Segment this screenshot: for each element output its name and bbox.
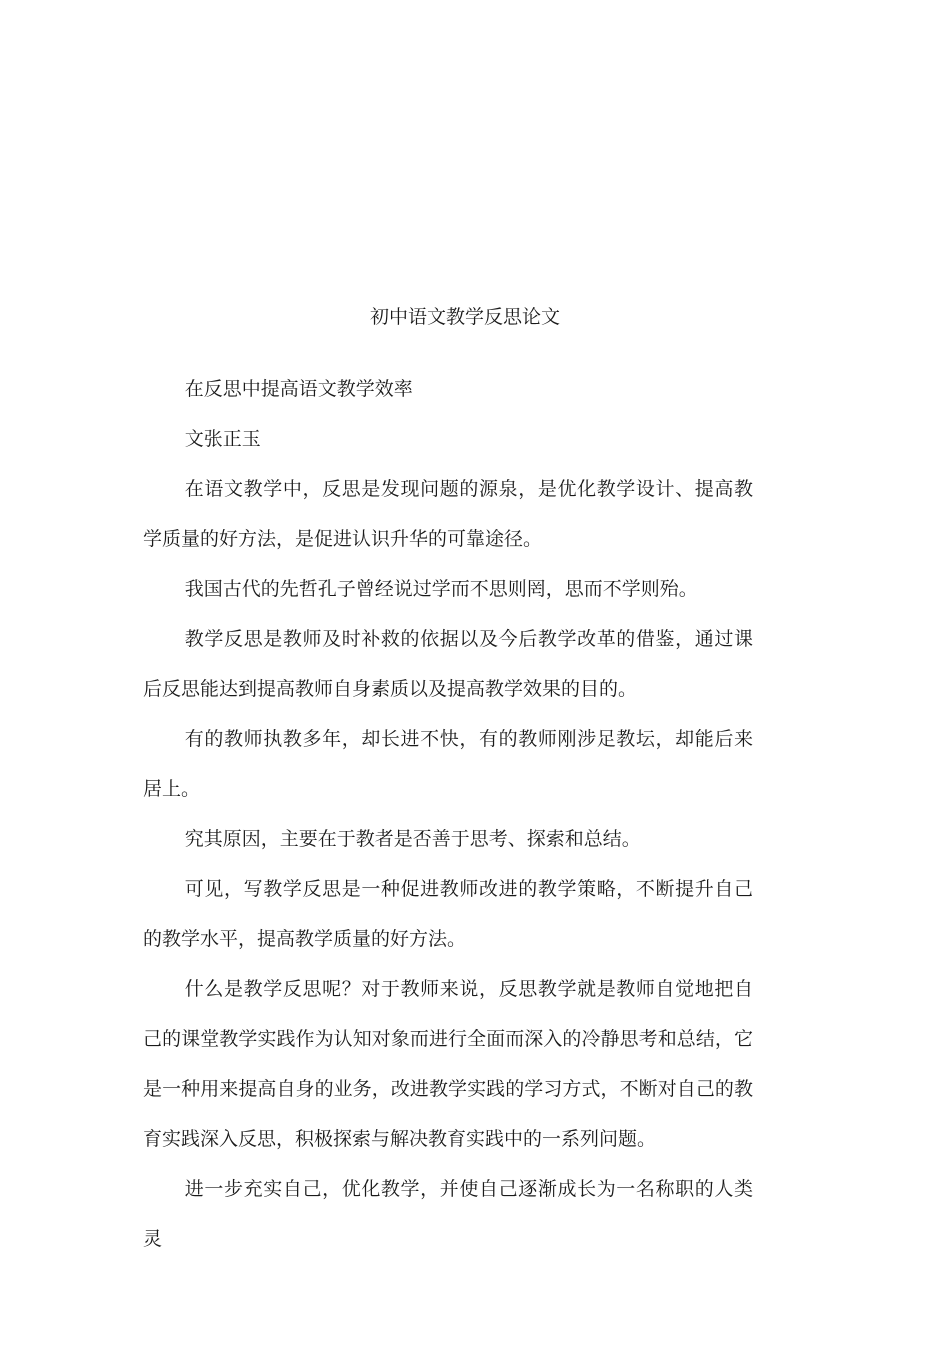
paragraph: 在语文教学中，反思是发现问题的源泉，是优化教学设计、提高教学质量的好方法，是促进认识升华的可靠途径。 [143, 478, 753, 550]
document-title: 初中语文教学反思论文 [369, 306, 560, 328]
paragraph: 进一步充实自己，优化教学，并使自己逐渐成长为一名称职的人类灵 [143, 1178, 753, 1250]
document-body [143, 364, 753, 1264]
paragraph: 教学反思是教师及时补救的依据以及今后教学改革的借鉴，通过课后反思能达到提高教师自身素质以及提高教学效果的目的。 [143, 628, 753, 700]
paragraph: 有的教师执教多年，却长进不快，有的教师刚涉足教坛，却能后来居上。 [143, 728, 753, 800]
paragraph: 可见，写教学反思是一种促进教师改进的教学策略，不断提升自己的教学水平，提高教学质量的好方法。 [143, 878, 753, 950]
paragraph: 我国古代的先哲孔子曾经说过学而不思则罔，思而不学则殆。 [184, 578, 698, 600]
paragraph: 什么是教学反思呢？对于教师来说，反思教学就是教师自觉地把自己的课堂教学实践作为认知对象而进行全面而深入的冷静思考和总结，它是一种用来提高自身的业务，改进教学实践的学习方式，不断对自己的教育实践深入反思，积极探索与解决教育实践中的一系列问题。 [143, 978, 753, 1150]
subtitle: 在反思中提高语文教学效率 [184, 378, 413, 400]
author-line: 文张正玉 [184, 428, 261, 450]
paragraph: 究其原因，主要在于教者是否善于思考、探索和总结。 [184, 828, 641, 850]
